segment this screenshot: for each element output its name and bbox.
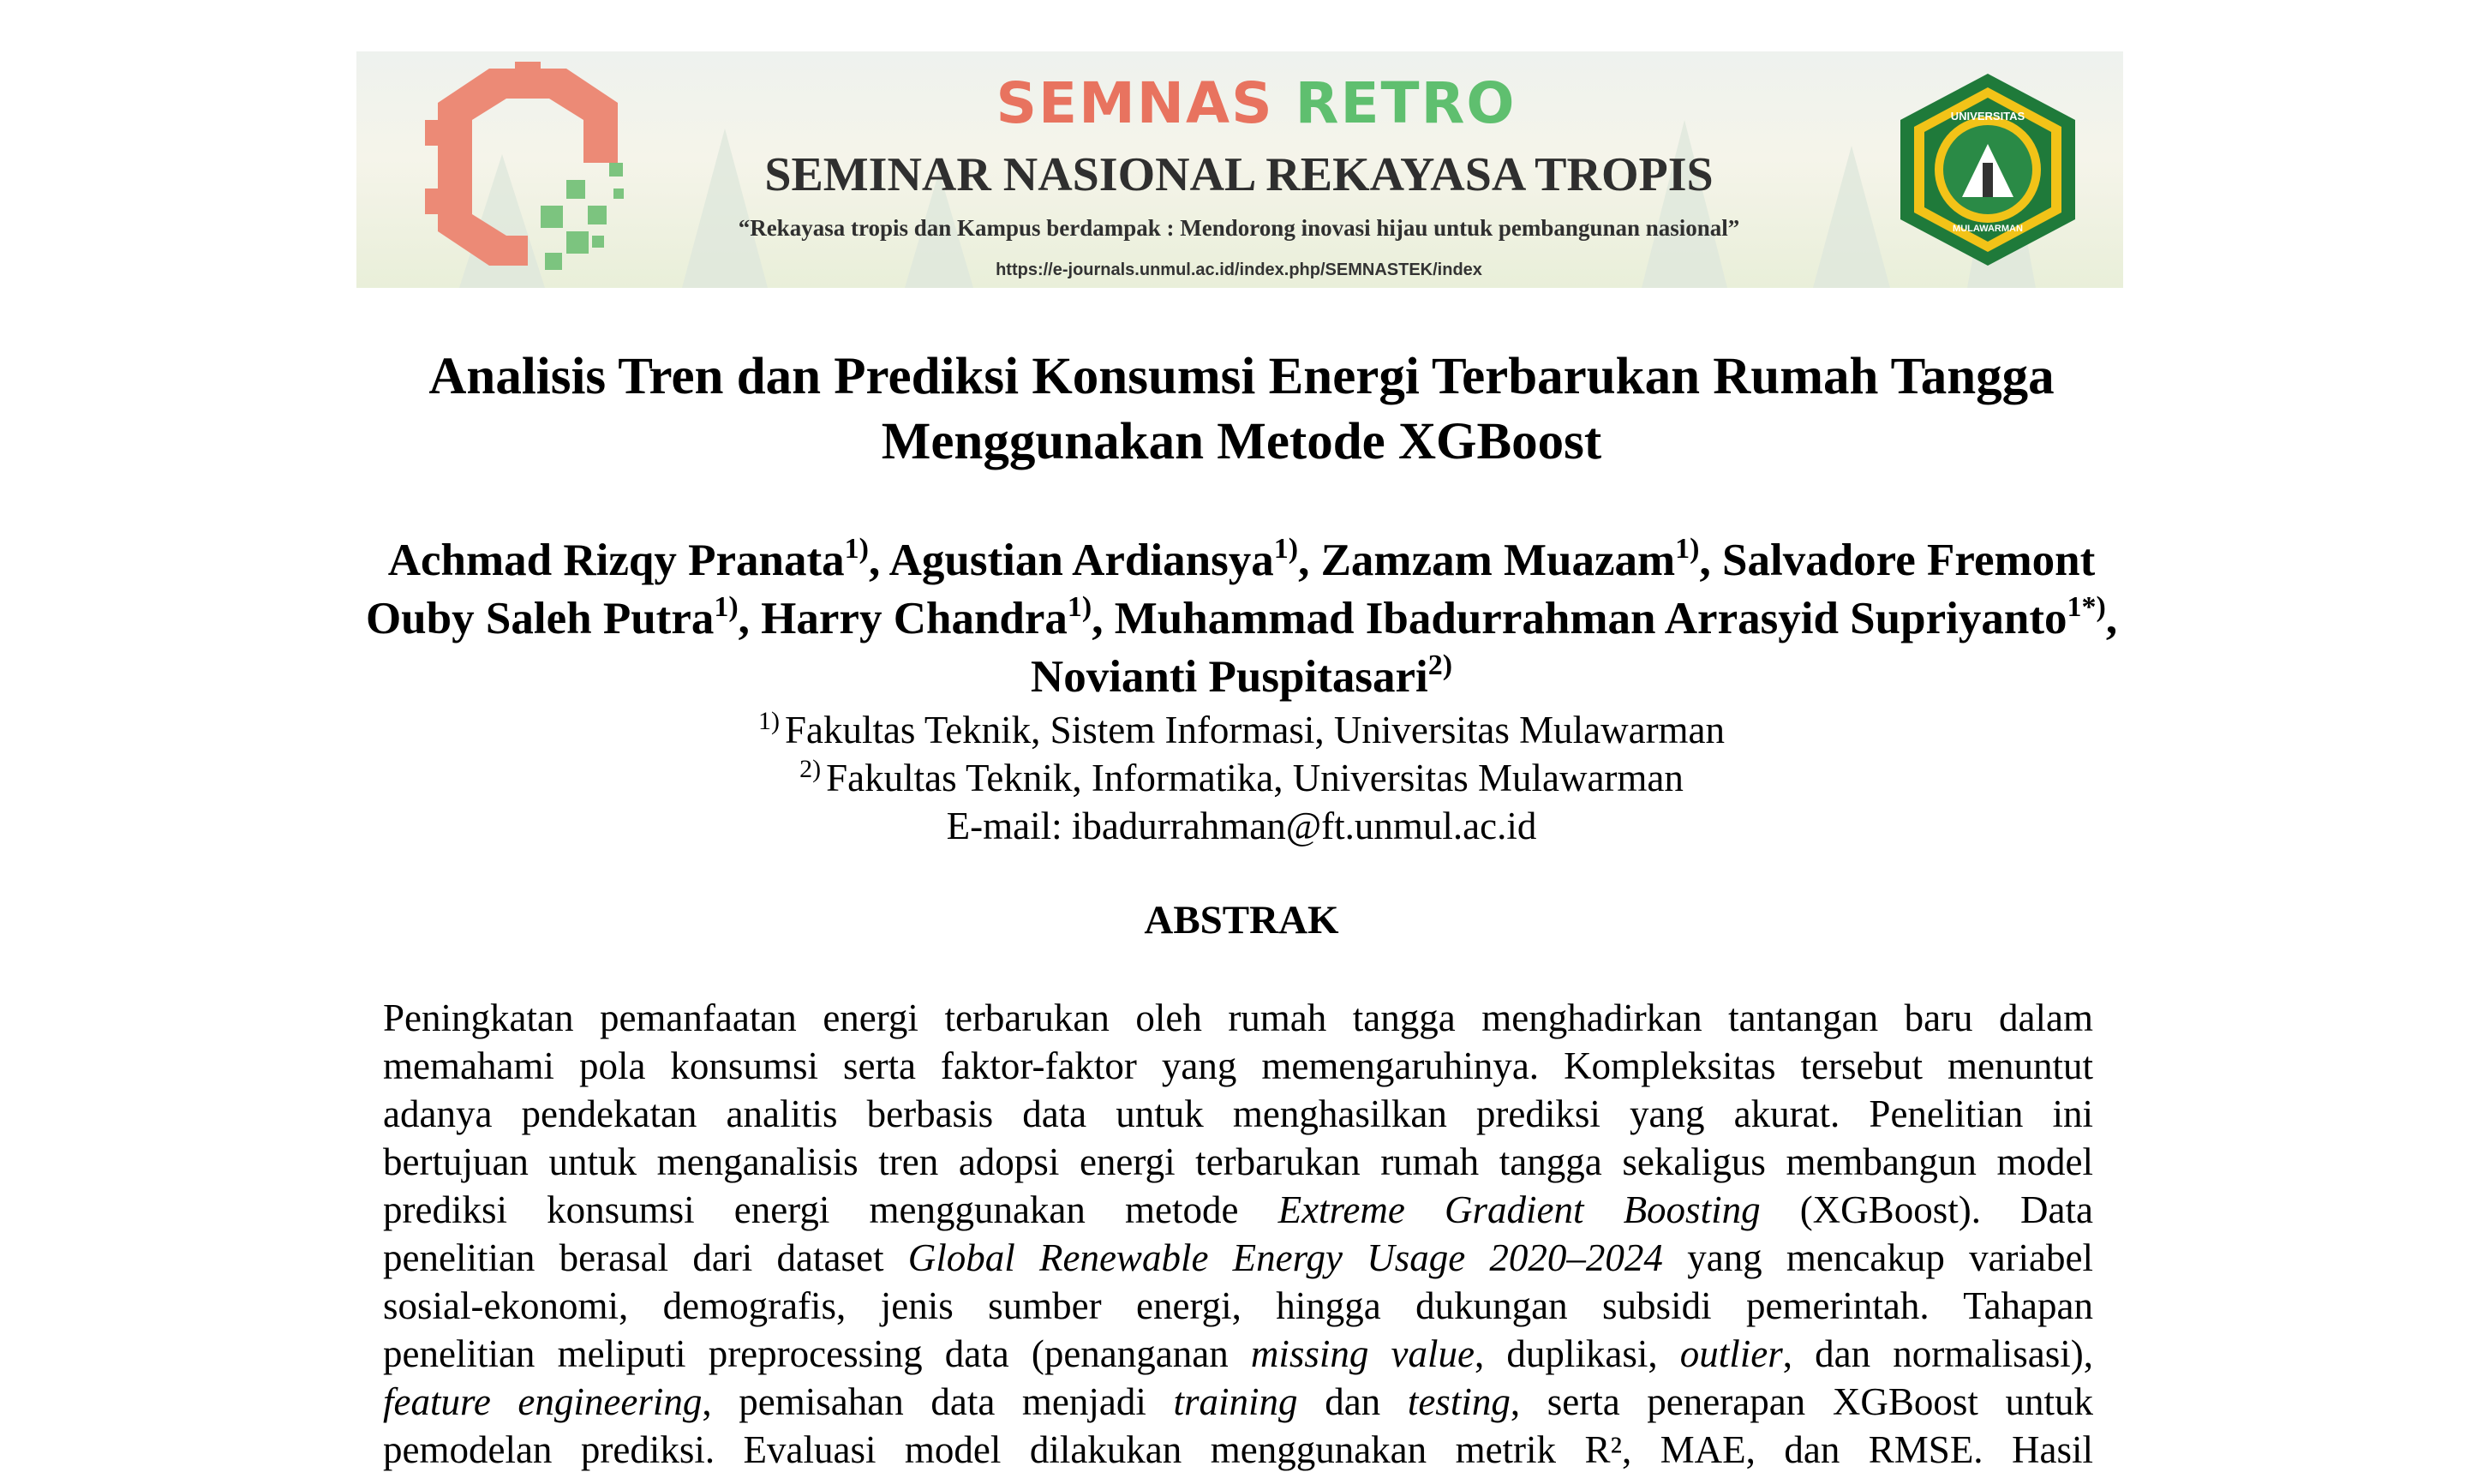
paper-title: [214, 344, 2269, 475]
author-name: , Salvadore Fremont: [1699, 536, 2096, 585]
author-name: , Harry Chandra: [738, 594, 1068, 643]
abstract-italic-term: outlier: [1679, 1332, 1783, 1375]
author-name: Ouby Saleh Putra: [365, 594, 715, 643]
abstract-line: [383, 1186, 2093, 1234]
author-name: Novianti Puspitasari: [1030, 652, 1428, 702]
abstract-italic-term: feature engineering: [383, 1380, 703, 1423]
abstract-text: , serta penerapan XGBoost untuk: [1510, 1380, 2093, 1423]
abstract-text: adanya pendekatan analitis berbasis data untuk menghasilkan prediksi yang akurat. Penelitian ini: [383, 1092, 2093, 1135]
affiliation-mark: 1): [757, 707, 780, 735]
abstract-text: sosial-ekonomi, demografis, jenis sumber energi, hingga dukungan subsidi pemerintah. Tahapan: [383, 1284, 2093, 1327]
abstract-italic-term: training: [1173, 1380, 1298, 1423]
abstract-text: bertujuan untuk menganalisis tren adopsi energi terbarukan rumah tangga sekaligus membangun model: [383, 1140, 2093, 1183]
abstract-text: dan: [1297, 1380, 1408, 1423]
abstract-line: [383, 1138, 2093, 1186]
abstract-line: [383, 1330, 2093, 1378]
author-line-2: [214, 589, 2269, 648]
abstract-body: [383, 994, 2093, 1474]
author-name: , Zamzam Muazam: [1298, 536, 1676, 585]
abstract-line: [383, 1426, 2093, 1474]
abstract-italic-term: missing value: [1250, 1332, 1475, 1375]
abstract-text: penelitian berasal dari dataset: [383, 1236, 908, 1279]
abstract-line: [383, 1234, 2093, 1282]
brand-retro: RETRO: [1295, 70, 1517, 136]
abstract-line: [383, 1090, 2093, 1138]
abstract-italic-term: Global Renewable Energy Usage 2020–2024: [907, 1236, 1663, 1279]
author-affiliation-mark: 2): [1427, 649, 1453, 681]
author-name: , Muhammad Ibadurrahman Arrasyid Supriyanto: [1092, 594, 2067, 643]
abstract-italic-term: testing: [1407, 1380, 1511, 1423]
seal-text-bottom: MULAWARMAN: [1953, 224, 2023, 234]
abstract-text: Peningkatan pemanfaatan energi terbarukan oleh rumah tangga menghadirkan tantangan baru dalam: [383, 996, 2093, 1039]
university-seal-icon: [1887, 69, 2089, 271]
author-affiliation-mark: 1): [1067, 591, 1092, 623]
abstract-text: prediksi konsumsi energi menggunakan metode: [383, 1188, 1278, 1231]
author-affiliation-mark: 1): [1273, 533, 1299, 565]
affiliation-mark: 2): [799, 755, 822, 783]
affiliation-text: Fakultas Teknik, Sistem Informasi, Universitas Mulawarman: [784, 709, 1726, 751]
banner-title: SEMINAR NASIONAL REKAYASA TROPIS: [764, 148, 1714, 201]
author-separator: ,: [2105, 594, 2118, 643]
abstract-text: yang mencakup variabel: [1662, 1236, 2093, 1279]
semnas-retro-logo-icon: [408, 60, 648, 279]
paper-title-line-2: Menggunakan Metode XGBoost: [881, 413, 1602, 470]
author-list: [214, 531, 2269, 706]
paper-title-line-1: Analisis Tren dan Prediksi Konsumsi Energi Terbarukan Rumah Tangga: [428, 348, 2055, 405]
seal-text-top: UNIVERSITAS: [1950, 110, 2025, 123]
abstract-line: [383, 1282, 2093, 1330]
affiliation-1: [214, 706, 2269, 754]
abstract-text: , dan normalisasi),: [1782, 1332, 2093, 1375]
banner-tagline: “Rekayasa tropis dan Kampus berdampak : Mendorong inovasi hijau untuk pembangunan nasional”: [738, 215, 1740, 241]
abstract-line: [383, 1378, 2093, 1426]
author-affiliation-mark: 1*): [2067, 591, 2106, 623]
abstract-text: (XGBoost). Data: [1760, 1188, 2093, 1231]
banner-brand: [956, 70, 1556, 136]
author-name: Achmad Rizqy Pranata: [387, 536, 845, 585]
abstract-text: , duplikasi,: [1475, 1332, 1680, 1375]
abstract-line: [383, 994, 2093, 1042]
affiliation-2: [214, 754, 2269, 802]
brand-semnas: SEMNAS: [996, 70, 1274, 136]
abstract-heading: ABSTRAK: [1144, 898, 1339, 942]
abstract-line: [383, 1042, 2093, 1090]
author-affiliation-mark: 1): [714, 591, 739, 623]
author-line-3: [214, 648, 2269, 706]
affiliation-text: Fakultas Teknik, Informatika, Universitas Mulawarman: [826, 757, 1684, 799]
abstract-text: memahami pola konsumsi serta faktor-faktor yang memengaruhinya. Kompleksitas tersebut menuntut: [383, 1044, 2093, 1087]
corresponding-email: E-mail: ibadurrahman@ft.unmul.ac.id: [946, 805, 1537, 847]
abstract-text: penelitian meliputi preprocessing data (penanganan: [383, 1332, 1251, 1375]
abstract-text: , pemisahan data menjadi: [702, 1380, 1174, 1423]
conference-banner: [356, 51, 2123, 288]
abstract-italic-term: Extreme Gradient Boosting: [1277, 1188, 1761, 1231]
abstract-text: pemodelan prediksi. Evaluasi model dilakukan menggunakan metrik R², MAE, dan RMSE. Hasil: [383, 1428, 2093, 1471]
author-line-1: [214, 531, 2269, 589]
author-affiliation-mark: 1): [1675, 533, 1700, 565]
author-affiliation-mark: 1): [844, 533, 869, 565]
author-name: , Agustian Ardiansya: [869, 536, 1274, 585]
banner-url-link[interactable]: https://e-journals.unmul.ac.id/index.php/SEMNASTEK/index: [996, 260, 1482, 279]
